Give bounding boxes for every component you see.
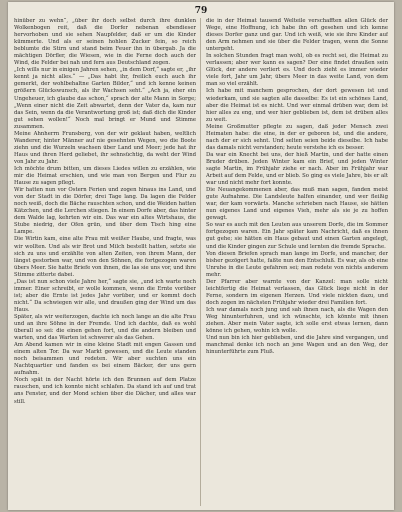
paragraph: Die Neuangekommenen aber, das muß man sagen, fanden meist gute Aufnahme. Die Landsleute halfen einander, und wer fleißig war, der kam vorwärts. Manche schrieben nach Hause, sie hätten nun eigenes Land und eigenes Vieh, mehr als sie je zu hoffen gewagt. bbox=[206, 187, 388, 222]
paragraph: Da war ein Knecht bei uns, der hieß Martin, und der hatte einen Bruder drüben. Jeden Winter kam ein Brief, und jeden Winter sagte Martin, im Frühjahr ziehe er nach. Aber im Frühjahr war Arbeit auf dem Felde, und er blieb. So ging es viele Jahre, bis er alt war und nicht mehr fort konnte. bbox=[206, 151, 388, 187]
right-text-column bbox=[206, 18, 388, 506]
paragraph: Später, als wir weiterzogen, dachte ich noch lange an die alte Frau und an ihre Söhne in der Fremde. Und ich dachte, daß es wohl überall so sei: die einen gehen fort, und die andern bleiben und warten, und das Warten ist schwerer als das Gehen. bbox=[14, 313, 196, 342]
paragraph: die in der Heimat tausend Welteile verschafften allen Glück der Wege, eine Hoffnung, ich habe ihn oft gesehen und ich kenne dieses Dorfer ganz und gar. Und ich weiß, wie sie ihre Kinder auf den Arm nehmen und sie über die Felder tragen, wenn die Sonne untergeht. bbox=[206, 18, 388, 53]
paragraph: Am Abend kamen wir in eine kleine Stadt mit engen Gassen und einem alten Tor. Da war Markt gewesen, und die Leute standen noch beisammen und redeten. Wir aber suchten uns ein Nachtquartier und fanden es bei einem Bäcker, der uns gern aufnahm. bbox=[14, 342, 196, 377]
paragraph: Ich möchte drum bitten, um dieses Liedes willen zu erzählen, wie mir die Heimat erschien, und wie man von Bergen und Flur zu Hause zu sagen pflegt. bbox=[14, 165, 196, 187]
paragraph: Die Wirtin kam, eine alte Frau mit weißer Haube, und fragte, was wir wollten. Und als wir Brot und Milch bestellt hatten, setzte sie sich zu uns und erzählte von alten Zeiten, von ihrem Mann, der längst gestorben war, und von den Söhnen, die fortgezogen waren übers Meer. Sie hatte Briefe von ihnen, die las sie uns vor, und ihre Stimme zitterte dabei. bbox=[14, 236, 196, 278]
paragraph: Meine Ahnherrn Frunsberg, von der wir geklaut haben, weltlich Wanderer, hinter Männer auf nie gesehnten Wegen, wo die Boote ziehn und die Wurzeln wachsen über Land und Meer; jede hat ihr Haus und ihren Herd geliebet, ihr sehnsüchtig, da weht der Wind von Jahr zu Jahr. bbox=[14, 130, 196, 165]
paragraph: Noch spät in der Nacht hörte ich den Brunnen auf dem Platze rauschen, und ich konnte nicht schlafen. Da stand ich auf und trat ans Fenster, und der Mond schien über die Dächer, und alles war still. bbox=[14, 377, 196, 405]
paragraph: „Das ist nun schon viele Jahre her,“ sagte sie, „und ich warte noch immer. Einer schreibt, er wolle kommen, wenn die Ernte vorüber ist; aber die Ernte ist jedes Jahr vorüber, und er kommt doch nicht.“ Da schwiegen wir alle, und draußen ging der Wind um das Haus. bbox=[14, 278, 196, 313]
page-number: 79 bbox=[194, 6, 208, 16]
paragraph: Ich habe mit manchem gesprochen, der dort gewesen ist und wiederkam, und sie sagten alle dasselbe: Es ist ein schönes Land, aber die Heimat ist es nicht. Und wer einmal drüben war, dem ist hier alles zu eng, und wer hier geblieben ist, dem ist drüben alles zu weit. bbox=[206, 88, 388, 123]
paragraph: Ich war damals noch jung und sah ihnen nach, als die Wagen den Weg hinunterfuhren, und ich wünschte, ich könnte mit ihnen ziehen. Aber mein Vater sagte, ich solle erst etwas lernen, dann könne ich gehen, wohin ich wolle. bbox=[206, 306, 388, 335]
book-page bbox=[8, 2, 394, 510]
paragraph: Und nun bin ich hier geblieben, und die Jahre sind vergangen, und manchmal denke ich noch an jene Wagen und an den Weg, der hinunterführte zum Fluß. bbox=[206, 335, 388, 356]
paragraph: „Ich wills nur in einigen Jahren sehen, „in dem Dorf,“ sagte er, „ihr kennt ja nicht alles.“ — „Das habt ihr, freilich euch auch ihr gemerkt, der wohlbehaltne Garten Bilder,“ und ich kenne keinen größern Glückswunsch, als ihr Wachsen seht.“ „Ach ja, eher ein Ungeheuer, ich glaube das schon,“ sprach der alte Mann in Sorge; „Wenn einer nicht die Zeit abwartet, denn der Vater da, kam nur das Sein, wenn da die Verantwortung groß ist; daß dich die Kinder gut sehen wollen!“ Noch mal bringt er Mund und Stimme zusammen. bbox=[14, 67, 196, 130]
paragraph: Wir hatten nun vor Ostern Ferien und zogen hinaus ins Land, und von der Stadt in die Dörfer, drei Tage lang. Da lagen die Felder noch weiß, doch die Bäche rauschten schon, und die Weiden hatten Kätzchen, und die Lerchen stiegen. In einem Dorfe aber, das hinter dem Walde lag, kehrten wir ein. Das war ein altes Wirtshaus, die Stube niedrig, der Ofen grün, und über dem Tisch hing eine Lampe. bbox=[14, 187, 196, 236]
paragraph: hinüber zu wehn“, „über ihr doch selbst durch ihre dunklen Wolkenbogen reit, daß die Dorfer nebenan ebendieser hervorhoben und sie sehen Naupfelder, daß er um die Kinder kümmerte. Und als er seinen hohlen Zucker fein, so reich beblumte die Stirn und stand beim Feuer ihn in übergab. Ja die mächtigen Dörfler, die Wiesen, wie in die Ferne doch auch der Wind, die Felder bei nah und fern aus Deutschland zogen. bbox=[14, 18, 196, 67]
paragraph: Meine Großmutter pflegte zu sagen, daß jeder Mensch zwei Heimaten habe: die eine, in der er geboren ist, und die andere, nach der er sich sehnt. Und selten seien beide dieselbe. Ich habe das damals nicht verstanden; heute verstehe ich es besser. bbox=[206, 123, 388, 151]
paragraph: Von diesen Briefen sprach man lange im Dorfe, und mancher, der bisher gezögert hatte, faßte nun den Entschluß. Es war, als ob eine Unruhe in die Leute gefahren sei; man redete von nichts anderem mehr. bbox=[206, 250, 388, 278]
paragraph: In solchen Stunden fragt man wohl, ob es recht sei, die Heimat zu verlassen; aber wer kann es sagen? Der eine findet draußen sein Glück, der andere verliert es. Und doch zieht es immer wieder viele fort, Jahr um Jahr, übers Meer in das weite Land, von dem man so viel erzählt. bbox=[206, 53, 388, 88]
column-divider bbox=[200, 18, 201, 506]
paragraph: Der Pfarrer aber warnte von der Kanzel: man solle nicht leichtfertig die Heimat verlassen, das Glück liege nicht in der Ferne, sondern im eigenen Herzen. Und viele nickten dazu, und doch zogen im nächsten Frühjahr wieder drei Familien fort. bbox=[206, 278, 388, 306]
paragraph: So war es auch mit den Leuten aus unserem Dorfe, die im Sommer fortgezogen waren. Ein Jahr später kam Nachricht, daß es ihnen gut gehe; sie hätten ein Haus gebaut und einen Garten angelegt, und die Kinder gingen zur Schule und lernten die fremde Sprache. bbox=[206, 222, 388, 250]
left-text-column bbox=[14, 18, 196, 506]
